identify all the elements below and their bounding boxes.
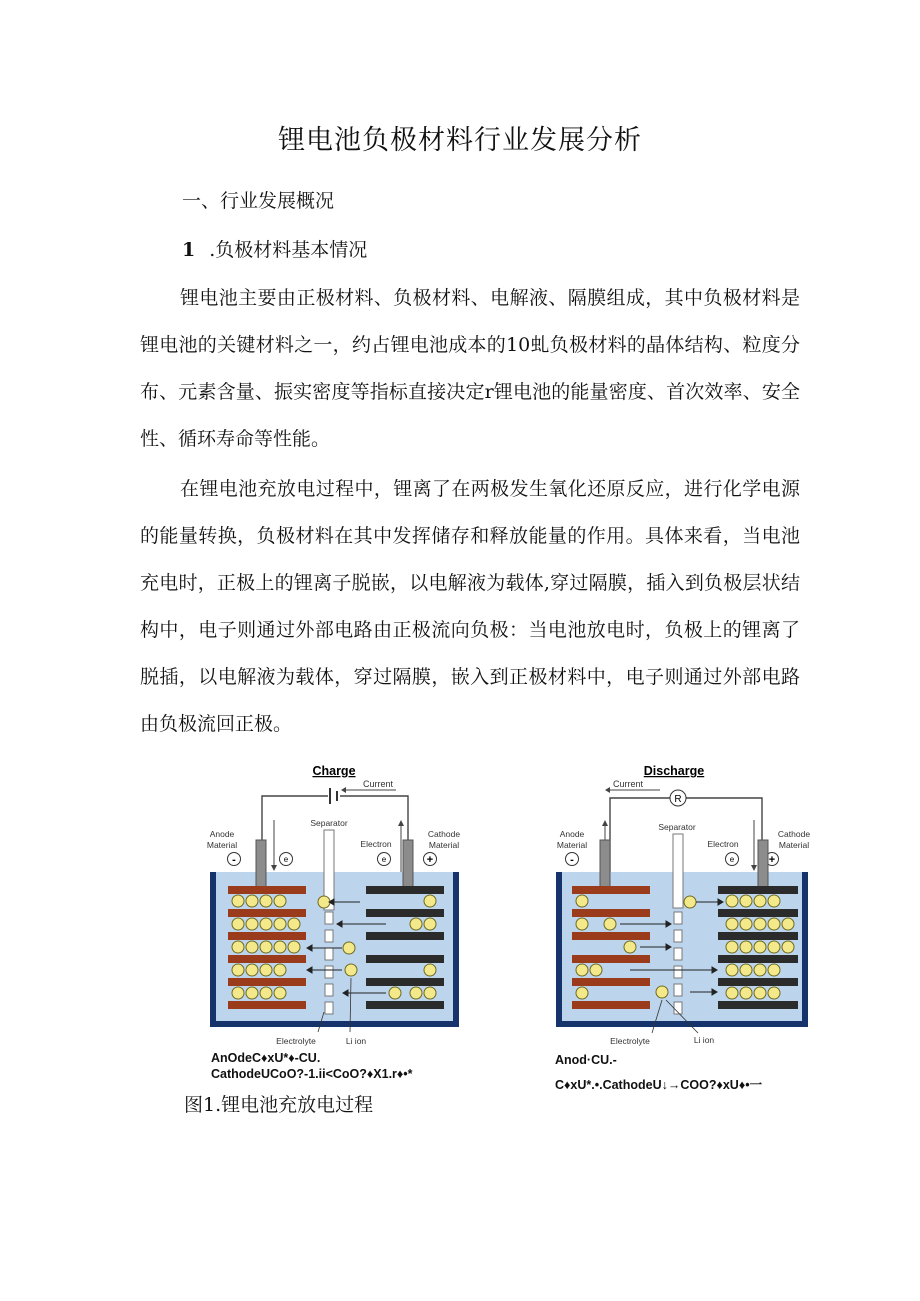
discharge-electron-symbol: e xyxy=(729,855,735,864)
discharge-diagram xyxy=(548,760,816,1052)
charge-li-ion-label: Li ion xyxy=(345,1036,367,1046)
discharge-anode-material-label: Material xyxy=(556,840,588,850)
electron-arrowhead-cathode xyxy=(398,820,404,826)
discharge-separator-label: Separator xyxy=(658,822,696,832)
electron-arrowhead-cathode xyxy=(751,865,757,871)
electron-arrowhead-anode xyxy=(271,865,277,871)
anode-post xyxy=(600,840,610,888)
charge-plus-sign: + xyxy=(426,854,434,866)
discharge-equation-cathode: C♦xU*.•.CathodeU↓→COO?♦xU♦•一 xyxy=(555,1078,763,1092)
discharge-plus-sign: + xyxy=(768,854,776,866)
paragraph-process: 在锂电池充放电过程中，锂离了在两极发生氧化还原反应，进行化学电源的能量转换，负极材料在其中发挥储存和释放能量的作用。具体来看，当电池充电时，正极上的锂离子脱嵌，以电解液为载体,穿过隔膜，插入到负极层状结构中，电子则通过外部电路由正极流向负极：当电池放电时，负极上的锂离了脱插，以电解液为载体，穿过隔膜，嵌入到正极材料中，电子则通过外部电路由负极流回正极。 xyxy=(140,478,800,735)
charge-electron-symbol-2: e xyxy=(381,855,387,864)
current-arrowhead xyxy=(341,787,346,793)
charge-circuit-wire xyxy=(262,796,408,880)
current-arrowhead xyxy=(605,787,610,793)
page-title: 锂电池负极材料行业发展分析 xyxy=(278,125,642,156)
separator-top xyxy=(673,834,683,908)
charge-cathode-material-label: Material xyxy=(428,840,460,850)
charge-current-label: Current xyxy=(362,779,394,789)
charge-equation-anode: AnOdeC♦xU*♦-CU. xyxy=(211,1051,321,1065)
charge-separator-label: Separator xyxy=(310,818,348,828)
charge-anode-label: Anode xyxy=(209,829,235,839)
figure-caption: 图1.锂电池充放电过程 xyxy=(184,1094,374,1116)
discharge-equation-anode: Anod·CU.- xyxy=(555,1053,617,1067)
discharge-cathode-label: Cathode xyxy=(777,829,811,839)
discharge-anode-label: Anode xyxy=(559,829,585,839)
charge-cathode-label: Cathode xyxy=(427,829,461,839)
charge-anode-material-label: Material xyxy=(206,840,238,850)
discharge-load-symbol: R xyxy=(674,794,682,805)
discharge-circuit-wire xyxy=(610,798,762,880)
charge-electron-symbol: e xyxy=(283,855,289,864)
subsection-number: 1 xyxy=(182,239,196,261)
section-heading: 一、行业发展概况 xyxy=(182,190,335,212)
electron-arrowhead-anode xyxy=(602,820,608,826)
charge-equation-cathode: CathodeUCoO?-1.ii<CoO?♦X1.r♦•* xyxy=(211,1067,413,1081)
discharge-electron-label: Electron xyxy=(707,839,739,849)
discharge-cathode-material-label: Material xyxy=(778,840,810,850)
charge-minus-sign: - xyxy=(232,854,236,866)
cathode-post xyxy=(403,840,413,888)
cathode-post xyxy=(758,840,768,888)
charge-diagram xyxy=(200,760,465,1052)
subsection-title: .负极材料基本情况 xyxy=(209,239,368,261)
discharge-title: Discharge xyxy=(643,764,705,778)
discharge-electrolyte-label: Electrolyte xyxy=(610,1036,650,1046)
charge-electrolyte-label: Electrolyte xyxy=(276,1036,316,1046)
discharge-current-label: Current xyxy=(612,779,644,789)
paragraph-intro: 锂电池主要由正极材料、负极材料、电解液、隔膜组成，其中负极材料是锂电池的关键材料之一，约占锂电池成本的10虬负极材料的晶体结构、粒度分布、元素含量、振实密度等指标直接决定r锂电池的能量密度、首次效率、安全性、循环寿命等性能。 xyxy=(140,287,800,450)
discharge-li-ion-label: Li ion xyxy=(693,1035,715,1045)
charge-electron-label: Electron xyxy=(360,839,392,849)
charge-title: Charge xyxy=(312,764,356,778)
anode-post xyxy=(256,840,266,888)
discharge-minus-sign: - xyxy=(570,854,574,866)
subsection-heading xyxy=(182,235,367,262)
